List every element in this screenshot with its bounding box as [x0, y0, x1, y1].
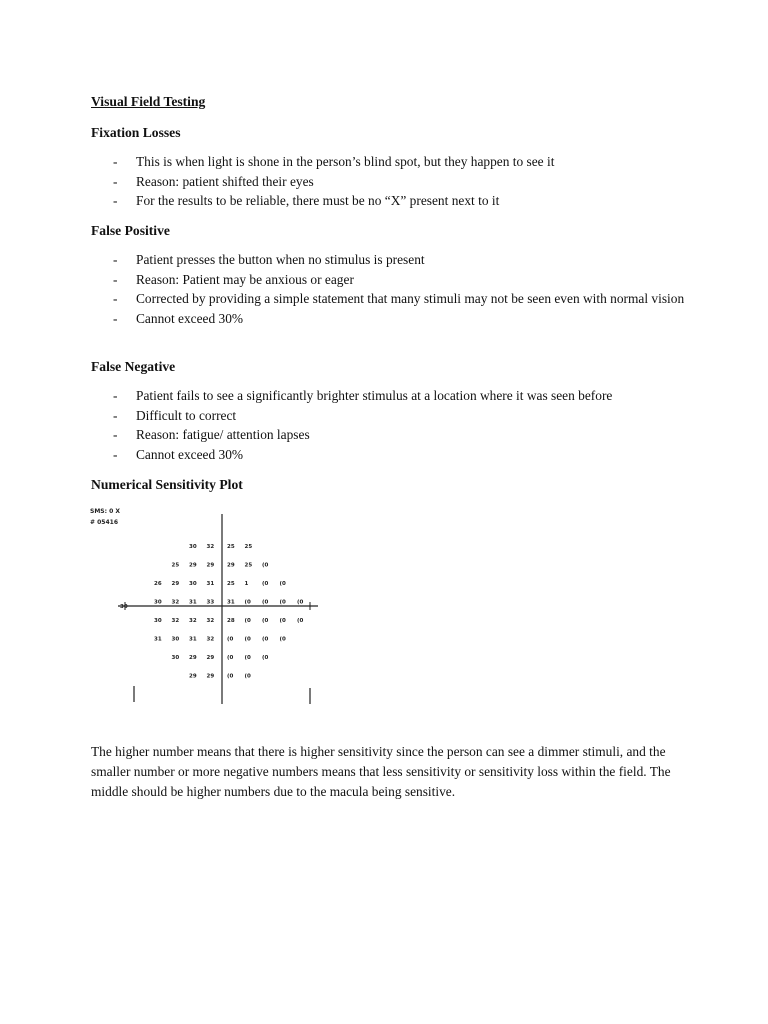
plot-value: (0: [244, 599, 251, 606]
plot-value: 31: [206, 581, 215, 587]
plot-value: (0: [279, 618, 286, 624]
list-item-text: Patient presses the button when no stimulus is present: [136, 252, 425, 267]
plot-value: 32: [171, 599, 180, 606]
plot-value: (0: [279, 599, 286, 606]
heading-sensitivity-plot: Numerical Sensitivity Plot: [91, 477, 243, 492]
plot-value: 25: [171, 562, 180, 569]
heading-false-positive: False Positive: [91, 223, 170, 238]
plot-value: (0: [244, 655, 251, 661]
plot-value: (0: [262, 655, 269, 661]
plot-value: 31: [189, 599, 197, 606]
plot-value: 25: [227, 544, 235, 550]
plot-value: (0: [244, 636, 251, 643]
list-item: - Corrected by providing a simple statement that many stimuli may not be seen even with normal vision: [113, 291, 685, 306]
plot-value: 29: [189, 655, 197, 661]
plot-value: 25: [244, 544, 253, 550]
heading-false-negative: False Negative: [91, 359, 176, 374]
plot-value: 25: [227, 581, 235, 587]
plot-value: (0: [227, 673, 234, 680]
plot-value: 33: [206, 599, 215, 606]
plot-value: 30: [171, 636, 180, 643]
false-positive-list: [91, 250, 691, 328]
plot-value: 30: [154, 599, 162, 606]
plot-header-line-2: # 05416: [90, 519, 118, 526]
plot-value: (0: [297, 599, 304, 606]
list-item: - For the results to be reliable, there must be no “X” present next to it: [113, 193, 500, 208]
list-item: - Cannot exceed 30%: [113, 310, 244, 326]
plot-value: 32: [189, 618, 197, 624]
explanation-paragraph: The higher number means that there is higher sensitivity since the person can see a dimmer stimuli, and the smaller number or more negative numbers means that less sensitivity or sensitivity loss within the field. The middle should be higher numbers due to the macula being sensitive.: [91, 744, 671, 799]
plot-value: (0: [244, 618, 251, 624]
plot-value: 29: [227, 562, 235, 569]
list-item-text: Cannot exceed 30%: [136, 446, 244, 462]
plot-axis-label: 30: [120, 604, 128, 610]
list-item-text: Corrected by providing a simple statement that many stimuli may not be seen even with normal vision: [136, 291, 685, 306]
plot-value: 30: [189, 544, 197, 550]
plot-value: 29: [189, 673, 197, 680]
plot-value: 26: [154, 581, 162, 587]
list-item-text: Difficult to correct: [136, 407, 237, 423]
list-item: - Cannot exceed 30%: [113, 446, 244, 462]
plot-value: 32: [171, 618, 180, 624]
plot-value: 29: [189, 562, 197, 569]
plot-value: 28: [227, 618, 235, 624]
list-item: - Reason: Patient may be anxious or eager: [113, 271, 354, 287]
plot-value: 30: [154, 618, 162, 624]
plot-value: 29: [206, 655, 215, 661]
sensitivity-plot: [88, 506, 338, 712]
fixation-losses-list: [91, 152, 691, 211]
heading-fixation-losses: Fixation Losses: [91, 125, 181, 140]
list-item-text: Reason: fatigue/ attention lapses: [136, 427, 310, 442]
plot-value: (0: [262, 599, 269, 606]
plot-value: 29: [206, 562, 215, 569]
plot-value: 29: [171, 581, 180, 587]
list-item-text: Reason: patient shifted their eyes: [136, 173, 314, 189]
page-title: Visual Field Testing: [91, 94, 206, 109]
list-item: - Reason: patient shifted their eyes: [113, 173, 314, 189]
plot-value: (0: [279, 636, 286, 643]
plot-value: 1: [244, 581, 249, 587]
list-item: - Patient fails to see a significantly brighter stimulus at a location where it was seen before: [113, 388, 613, 403]
list-item-text: Patient fails to see a significantly brighter stimulus at a location where it was seen before: [136, 388, 613, 403]
plot-value: (0: [279, 581, 286, 587]
false-negative-list: [91, 386, 701, 464]
plot-values: [154, 544, 304, 680]
list-item-text: This is when light is shone in the person’s blind spot, but they happen to see it: [136, 154, 555, 169]
plot-value: 25: [244, 562, 253, 569]
list-item: - Reason: fatigue/ attention lapses: [113, 427, 310, 442]
list-item-text: For the results to be reliable, there must be no “X” present next to it: [136, 193, 500, 208]
plot-value: (0: [262, 562, 269, 569]
plot-value: (0: [262, 581, 269, 587]
plot-value: 32: [206, 544, 215, 550]
plot-value: 30: [171, 655, 180, 661]
plot-header-line-1: SMS: 0 X: [90, 508, 120, 515]
list-item: - Patient presses the button when no stimulus is present: [113, 252, 425, 267]
plot-value: (0: [244, 673, 251, 680]
plot-value: (0: [262, 636, 269, 643]
plot-value: 30: [189, 581, 197, 587]
plot-value: 31: [227, 599, 235, 606]
sensitivity-plot-svg: [88, 506, 338, 712]
plot-value: 32: [206, 636, 215, 643]
list-item: - This is when light is shone in the person’s blind spot, but they happen to see it: [113, 154, 555, 169]
plot-value: 32: [206, 618, 215, 624]
plot-value: 29: [206, 673, 215, 680]
plot-value: (0: [262, 618, 269, 624]
plot-value: (0: [297, 618, 304, 624]
plot-value: 31: [154, 636, 162, 643]
list-item: - Difficult to correct: [113, 407, 237, 423]
plot-value: 31: [189, 636, 197, 643]
plot-value: (0: [227, 636, 234, 643]
plot-value: (0: [227, 655, 234, 661]
list-item-text: Cannot exceed 30%: [136, 310, 244, 326]
list-item-text: Reason: Patient may be anxious or eager: [136, 271, 354, 287]
